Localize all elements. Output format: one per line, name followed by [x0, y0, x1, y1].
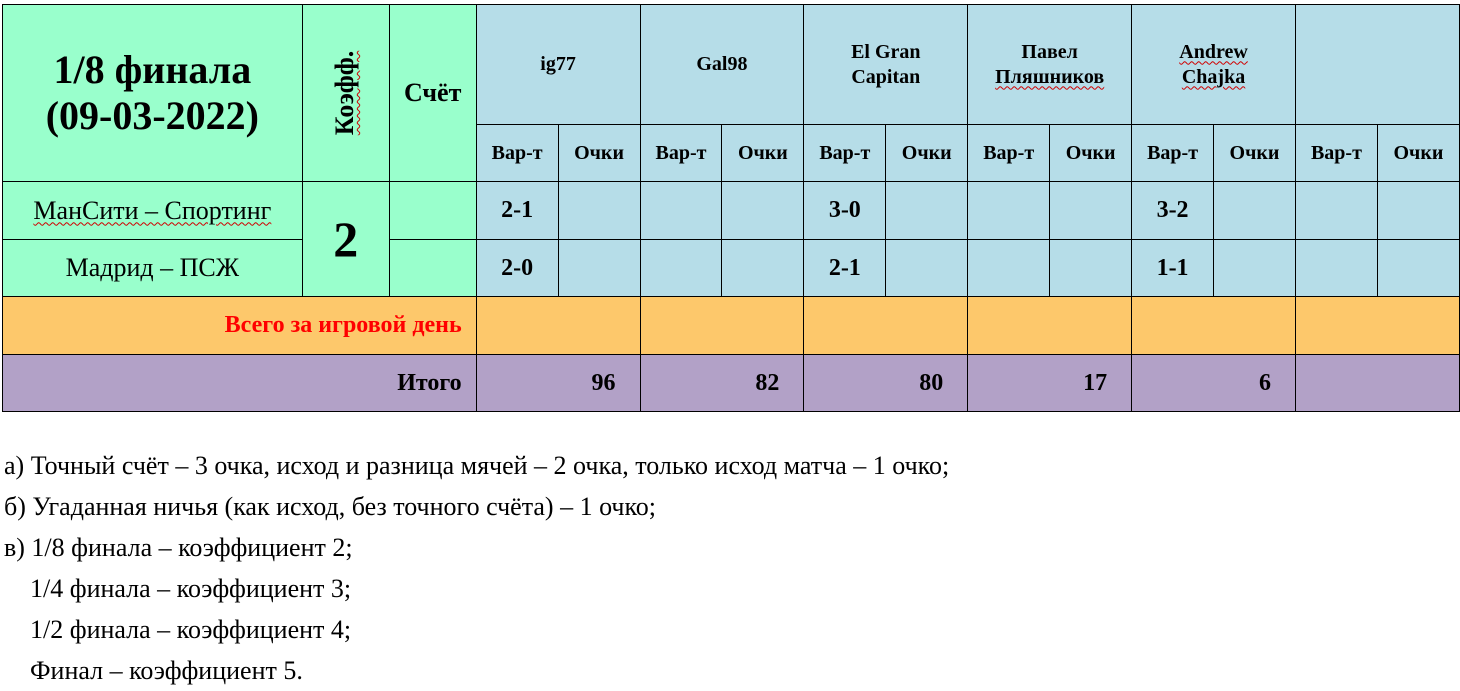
bet-subheader: Вар-т: [1132, 125, 1214, 182]
player-name: ig77: [540, 53, 576, 75]
player-name: Gal98: [696, 53, 748, 75]
day-total-label: Всего за игровой день: [3, 297, 477, 355]
bet-subheader: Вар-т: [804, 125, 886, 182]
player-name-line2: Capitan: [851, 65, 921, 88]
points-cell: [722, 240, 804, 297]
points-subheader: Очки: [1377, 125, 1459, 182]
match-name: Мадрид – ПСЖ: [3, 240, 303, 297]
player-name-line2: Chajka: [1181, 65, 1246, 88]
rule-line: Финал – коэффициент 5.: [4, 656, 303, 685]
day-total-cell: [476, 297, 640, 355]
bet-subheader: Вар-т: [640, 125, 722, 182]
player-header-6: [1295, 5, 1459, 125]
match-row: [3, 240, 1460, 297]
bet-subheader: Вар-т: [968, 125, 1050, 182]
points-cell: [886, 240, 968, 297]
bet-cell: [1295, 182, 1377, 240]
points-subheader: Очки: [1214, 125, 1296, 182]
points-cell: [1050, 240, 1132, 297]
day-total-row: [3, 297, 1460, 355]
points-cell: [886, 182, 968, 240]
round-title-line2: (09-03-2022): [45, 93, 259, 138]
grand-total-cell: 80: [804, 355, 968, 412]
match-name-text: МанСити – Спортинг: [33, 195, 272, 225]
bet-cell: [640, 182, 722, 240]
day-total-cell: [1132, 297, 1296, 355]
bet-cell: [968, 240, 1050, 297]
rule-line: б) Угаданная ничья (как исход, без точного счёта) – 1 очко;: [4, 492, 657, 521]
points-cell: [1377, 182, 1459, 240]
points-subheader: Очки: [558, 125, 640, 182]
points-cell: [1214, 240, 1296, 297]
coef-header: [302, 5, 389, 182]
player-name: El Gran: [851, 40, 921, 63]
bet-cell: [1295, 240, 1377, 297]
round-title: [3, 5, 303, 182]
bet-cell: 1-1: [1132, 240, 1214, 297]
coef-value: 2: [302, 182, 389, 297]
round-title-line1: 1/8 финала: [53, 47, 252, 92]
points-cell: [722, 182, 804, 240]
grand-total-cell: 96: [476, 355, 640, 412]
bet-cell: 2-1: [476, 182, 558, 240]
points-cell: [1214, 182, 1296, 240]
rule-line: в) 1/8 финала – коэффициент 2;: [4, 533, 353, 562]
bet-cell: [640, 240, 722, 297]
grand-total-cell: [1295, 355, 1459, 412]
bet-cell: 3-0: [804, 182, 886, 240]
player-header-1: [476, 5, 640, 125]
match-name: [3, 182, 303, 240]
rule-line: 1/4 финала – коэффициент 3;: [4, 574, 352, 603]
day-total-cell: [968, 297, 1132, 355]
day-total-cell: [640, 297, 804, 355]
bet-subheader: Вар-т: [1295, 125, 1377, 182]
player-header-5: [1132, 5, 1296, 125]
day-total-cell: [1295, 297, 1459, 355]
header-row: [3, 5, 1460, 125]
match-row: [3, 182, 1460, 240]
points-subheader: Очки: [1050, 125, 1132, 182]
player-name-line2: Пляшников: [995, 65, 1105, 88]
points-subheader: Очки: [886, 125, 968, 182]
points-cell: [558, 182, 640, 240]
grand-total-cell: 82: [640, 355, 804, 412]
match-score: [389, 182, 476, 240]
points-cell: [558, 240, 640, 297]
points-subheader: Очки: [722, 125, 804, 182]
player-header-3: [804, 5, 968, 125]
coef-label: Коэфф.: [330, 50, 360, 136]
grand-total-label: Итого: [3, 355, 477, 412]
scoring-rules: [4, 445, 949, 691]
grand-total-cell: 17: [968, 355, 1132, 412]
bet-cell: 2-1: [804, 240, 886, 297]
grand-total-row: [3, 355, 1460, 412]
bet-cell: 3-2: [1132, 182, 1214, 240]
player-header-4: [968, 5, 1132, 125]
day-total-cell: [804, 297, 968, 355]
player-header-2: [640, 5, 804, 125]
bet-cell: 2-0: [476, 240, 558, 297]
score-header: Счёт: [389, 5, 476, 182]
player-name: Andrew: [1179, 40, 1248, 63]
match-score: [389, 240, 476, 297]
rule-line: а) Точный счёт – 3 очка, исход и разница мячей – 2 очка, только исход матча – 1 очко;: [4, 451, 950, 480]
bet-subheader: Вар-т: [476, 125, 558, 182]
standings-table: [2, 4, 1460, 412]
player-name: Павел: [1021, 40, 1078, 63]
bet-cell: [968, 182, 1050, 240]
grand-total-cell: 6: [1132, 355, 1296, 412]
points-cell: [1050, 182, 1132, 240]
rule-line: 1/2 финала – коэффициент 4;: [4, 615, 352, 644]
points-cell: [1377, 240, 1459, 297]
